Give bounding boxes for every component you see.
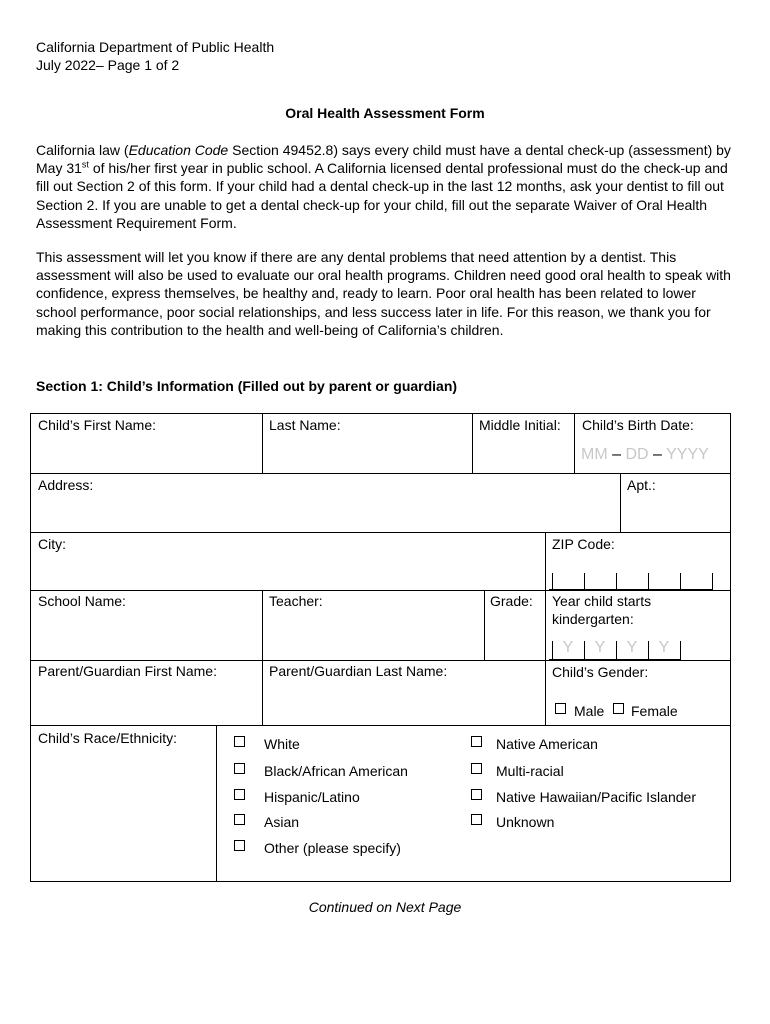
year-digit-placeholder: Y — [658, 639, 670, 656]
intro-text: of his/her first year in public school. A California licensed dental professional must do the check-up and fill out Section 2 of this form. If your child had a dental check-up in the last 12 months, ask your dentist to fill out Section 2. If you are unable to get a dental check-up for your child, fill out the separate Waiver of Oral Health Assessment Requirement Form. — [36, 160, 728, 231]
race-unknown-checkbox[interactable] — [471, 814, 482, 825]
intro-emphasis: Education Code — [128, 142, 229, 158]
zip-digit-tick — [616, 573, 617, 589]
row-divider — [30, 473, 731, 474]
cell-divider — [545, 532, 546, 591]
year-digit-placeholder: Y — [594, 639, 606, 656]
table-border — [30, 413, 731, 414]
intro-superscript: st — [81, 159, 89, 170]
gender-female-label: Female — [631, 703, 678, 719]
last-name-label: Last Name: — [269, 417, 341, 433]
zip-label: ZIP Code: — [552, 536, 615, 552]
cell-divider — [574, 413, 575, 474]
middle-initial-input[interactable] — [473, 436, 573, 472]
race-white-checkbox[interactable] — [234, 736, 245, 747]
date-page-info: July 2022– Page 1 of 2 — [36, 57, 180, 73]
birth-year-placeholder: YYYY — [666, 446, 709, 463]
row-divider — [30, 532, 731, 533]
school-name-input[interactable] — [31, 612, 261, 659]
kindergarten-year-input[interactable] — [549, 637, 684, 660]
intro-text: Section 49452.8) says every child must have a dental check-up (assessment) by May 31 — [36, 142, 731, 177]
grade-input[interactable] — [485, 612, 544, 659]
intro-paragraph-2: This assessment will let you know if there are any dental problems that need attention by a dentist. This assessment will also be used to evaluate our oral health programs. Children need good oral health to speak with confidence, express themselves, be healthy and, ready to learn. Poor oral health has been related to lower school performance, poor social relationships, and less success later in life. For this reason, we thank you for making this contribution to the health and well-being of California’s children. — [36, 249, 731, 338]
last-name-input[interactable] — [263, 436, 471, 472]
cell-divider — [545, 590, 546, 661]
city-input[interactable] — [31, 555, 544, 589]
guardian-first-name-input[interactable] — [31, 682, 261, 724]
kindergarten-year-label-line2: kindergarten: — [552, 611, 634, 627]
middle-initial-label: Middle Initial: — [479, 417, 561, 433]
zip-baseline — [549, 589, 713, 590]
school-name-label: School Name: — [38, 593, 126, 609]
gender-male-checkbox[interactable] — [555, 703, 566, 714]
race-black-checkbox[interactable] — [234, 763, 245, 774]
zip-digit-tick — [680, 573, 681, 589]
year-digit-tick — [680, 641, 681, 659]
year-digit-placeholder: Y — [562, 639, 574, 656]
department-name: California Department of Public Health — [36, 39, 275, 55]
race-hispanic-checkbox[interactable] — [234, 789, 245, 800]
address-input[interactable] — [31, 496, 619, 531]
apt-label: Apt.: — [627, 477, 656, 493]
race-ethnicity-label: Child’s Race/Ethnicity: — [38, 730, 178, 746]
race-option-asian: Asian — [264, 814, 300, 830]
race-option-pacific-islander: Native Hawaiian/Pacific Islander — [496, 789, 696, 805]
race-other-checkbox[interactable] — [234, 840, 245, 851]
teacher-label: Teacher: — [269, 593, 323, 609]
race-option-unknown: Unknown — [496, 814, 555, 830]
date-separator: – — [653, 446, 662, 463]
row-divider — [30, 590, 731, 591]
guardian-first-name-label: Parent/Guardian First Name: — [38, 663, 217, 679]
cell-divider — [545, 660, 546, 726]
birth-day-placeholder: DD — [625, 446, 649, 463]
race-option-white: White — [264, 736, 300, 752]
continued-footer: Continued on Next Page — [308, 899, 462, 915]
guardian-last-name-input[interactable] — [263, 682, 544, 724]
zip-digit-tick — [712, 573, 713, 589]
section-1-heading: Section 1: Child’s Information (Filled out by parent or guardian) — [36, 378, 458, 394]
race-multiracial-checkbox[interactable] — [471, 763, 482, 774]
cell-divider — [216, 725, 217, 882]
document-header — [36, 38, 274, 74]
city-label: City: — [38, 536, 66, 552]
guardian-last-name-label: Parent/Guardian Last Name: — [269, 663, 448, 679]
year-baseline — [549, 659, 681, 660]
gender-female-checkbox[interactable] — [613, 703, 624, 714]
grade-label: Grade: — [490, 593, 533, 609]
zip-digit-tick — [648, 573, 649, 589]
table-border — [730, 413, 731, 882]
year-digit-tick — [584, 641, 585, 659]
row-divider — [30, 660, 731, 661]
race-asian-checkbox[interactable] — [234, 814, 245, 825]
birth-date-input[interactable] — [581, 446, 709, 464]
race-native-american-checkbox[interactable] — [471, 736, 482, 747]
kindergarten-year-label-line1: Year child starts — [552, 593, 652, 609]
apt-input[interactable] — [621, 496, 729, 531]
row-divider — [30, 725, 731, 726]
zip-code-input[interactable] — [549, 570, 715, 590]
table-border — [30, 881, 731, 882]
date-separator: – — [612, 446, 622, 463]
address-label: Address: — [38, 477, 94, 493]
race-pacific-islander-checkbox[interactable] — [471, 789, 482, 800]
first-name-input[interactable] — [31, 436, 261, 472]
gender-male-label: Male — [574, 703, 605, 719]
zip-digit-tick — [584, 573, 585, 589]
race-option-native-american: Native American — [496, 736, 598, 752]
first-name-label: Child’s First Name: — [38, 417, 156, 433]
race-option-multiracial: Multi-racial — [496, 763, 564, 779]
year-digit-placeholder: Y — [626, 639, 638, 656]
form-title: Oral Health Assessment Form — [285, 105, 485, 121]
gender-label: Child’s Gender: — [552, 664, 649, 680]
intro-text: California law ( — [36, 142, 129, 158]
year-digit-tick — [552, 641, 553, 659]
teacher-input[interactable] — [263, 612, 483, 659]
year-digit-tick — [616, 641, 617, 659]
birth-date-label: Child’s Birth Date: — [582, 417, 694, 433]
year-digit-tick — [648, 641, 649, 659]
zip-digit-tick — [552, 573, 553, 589]
birth-month-placeholder: MM — [581, 446, 608, 463]
race-option-other: Other (please specify) — [264, 840, 401, 856]
race-option-hispanic: Hispanic/Latino — [264, 789, 360, 805]
race-option-black: Black/African American — [264, 763, 408, 779]
intro-paragraph-1 — [36, 141, 736, 232]
